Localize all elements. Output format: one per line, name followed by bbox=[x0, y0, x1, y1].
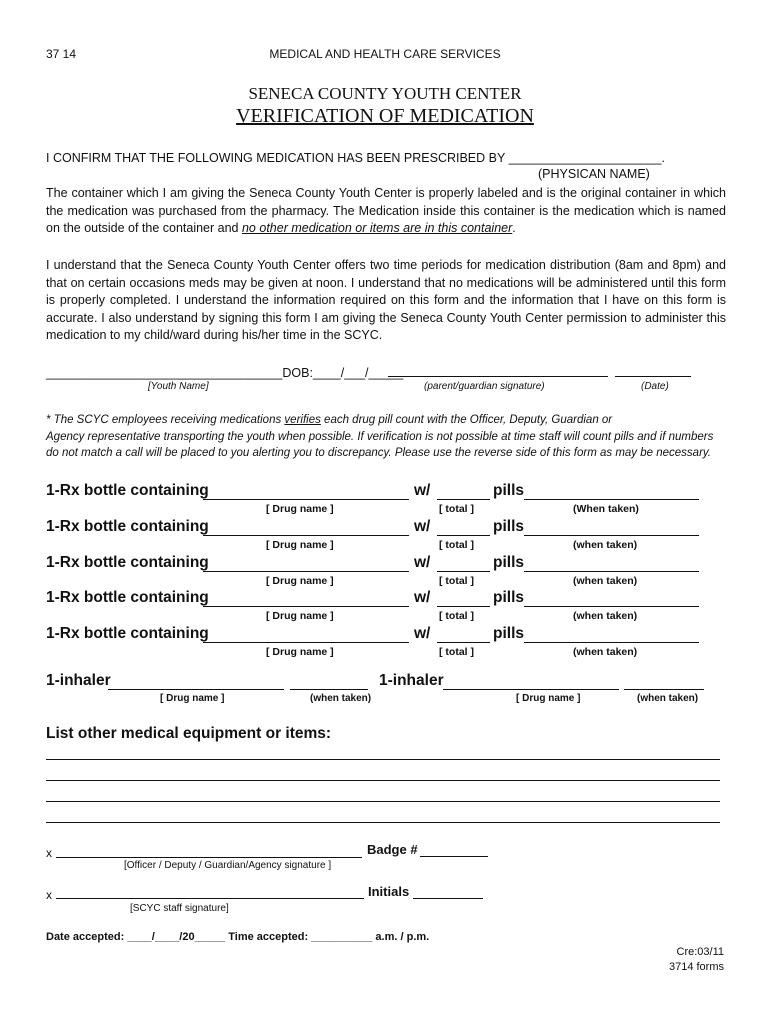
list-title: List other medical equipment or items: bbox=[46, 725, 332, 742]
rx-pills-label: pills bbox=[493, 518, 525, 535]
rx-total-label: [ total ] bbox=[439, 610, 474, 622]
inhaler-2-drug-label: [ Drug name ] bbox=[516, 693, 581, 704]
rx-drug-label: [ Drug name ] bbox=[266, 575, 334, 587]
rx-drug-line[interactable] bbox=[203, 499, 409, 500]
note-rest: each drug pill count with the Officer, Deputy, Guardian or bbox=[320, 414, 613, 426]
rx-drug-line[interactable] bbox=[203, 571, 409, 572]
date-label: (Date) bbox=[641, 381, 669, 392]
rx-drug-line[interactable] bbox=[203, 606, 409, 607]
rx-total-label: [ total ] bbox=[439, 539, 474, 551]
rx-total-label: [ total ] bbox=[439, 575, 474, 587]
inhaler-1-label: 1-inhaler bbox=[46, 672, 111, 689]
parent-signature-line[interactable] bbox=[388, 376, 608, 377]
rx-drug-label: [ Drug name ] bbox=[266, 646, 334, 658]
youth-name-dob-field[interactable]: __________________________________DOB:____/___/_____ bbox=[46, 366, 404, 380]
badge-label: Badge # bbox=[367, 842, 418, 857]
rx-row-label: 1-Rx bottle containing bbox=[46, 589, 209, 606]
parent-signature-label: (parent/guardian signature) bbox=[424, 381, 545, 392]
inhaler-2-when-line[interactable] bbox=[624, 689, 704, 690]
rx-w-label: w/ bbox=[414, 482, 431, 499]
rx-total-line[interactable] bbox=[437, 571, 490, 572]
inhaler-2-label: 1-inhaler bbox=[379, 672, 444, 689]
officer-signature-line[interactable] bbox=[56, 857, 362, 858]
form-number: 37 14 bbox=[46, 47, 77, 61]
rx-row-label: 1-Rx bottle containing bbox=[46, 625, 209, 642]
note-verifies: verifies bbox=[284, 414, 321, 426]
rx-when-label: (when taken) bbox=[573, 575, 638, 587]
rx-drug-line[interactable] bbox=[203, 642, 409, 643]
list-line-4[interactable] bbox=[46, 822, 720, 823]
rx-row-label: 1-Rx bottle containing bbox=[46, 518, 209, 535]
department-heading: MEDICAL AND HEALTH CARE SERVICES bbox=[269, 47, 501, 61]
rx-when-label: (When taken) bbox=[573, 503, 639, 515]
badge-line[interactable] bbox=[420, 856, 488, 857]
rx-drug-label: [ Drug name ] bbox=[266, 539, 334, 551]
officer-signature-label: [Officer / Deputy / Guardian/Agency signature ] bbox=[124, 860, 332, 871]
created-date: Cre:03/11 bbox=[676, 946, 724, 958]
inhaler-1-drug-label: [ Drug name ] bbox=[160, 693, 225, 704]
date-time-accepted[interactable]: Date accepted: ____/____/20_____ Time accepted: __________ a.m. / p.m. bbox=[46, 931, 430, 943]
form-code: 3714 forms bbox=[668, 961, 724, 973]
inhaler-1-when-line[interactable] bbox=[290, 689, 368, 690]
rx-w-label: w/ bbox=[414, 589, 431, 606]
inhaler-2-drug-line[interactable] bbox=[443, 689, 619, 690]
note-line-2: Agency representative transporting the youth when possible. If verification is not possible at time staff will count pills and if numbers bbox=[46, 431, 714, 443]
rx-row-label: 1-Rx bottle containing bbox=[46, 482, 209, 499]
rx-pills-label: pills bbox=[493, 589, 525, 606]
youth-name-label: [Youth Name] bbox=[148, 381, 209, 392]
rx-when-label: (when taken) bbox=[573, 610, 638, 622]
rx-w-label: w/ bbox=[414, 625, 431, 642]
paragraph-container-text: The container which I am giving the Seneca County Youth Center is properly labeled and is the original container in which the medication was purchased from the pharmacy. The Medication inside this container is the medication which is named on the outside of the container and bbox=[46, 186, 726, 235]
confirm-statement: I CONFIRM THAT THE FOLLOWING MEDICATION HAS BEEN PRESCRIBED BY ______________________. bbox=[46, 151, 665, 165]
rx-w-label: w/ bbox=[414, 554, 431, 571]
inhaler-2-when-label: (when taken) bbox=[637, 693, 699, 704]
initials-line[interactable] bbox=[413, 898, 483, 899]
rx-total-line[interactable] bbox=[437, 606, 490, 607]
rx-when-label: (when taken) bbox=[573, 646, 638, 658]
rx-when-label: (when taken) bbox=[573, 539, 638, 551]
inhaler-1-drug-line[interactable] bbox=[108, 689, 284, 690]
rx-total-label: [ total ] bbox=[439, 646, 474, 658]
rx-drug-label: [ Drug name ] bbox=[266, 610, 334, 622]
rx-w-label: w/ bbox=[414, 518, 431, 535]
list-line-3[interactable] bbox=[46, 801, 720, 802]
initials-label: Initials bbox=[368, 884, 410, 899]
rx-drug-line[interactable] bbox=[203, 535, 409, 536]
paragraph-container-end: . bbox=[512, 221, 516, 235]
staff-x: x bbox=[46, 888, 52, 902]
officer-x: x bbox=[46, 846, 52, 860]
rx-drug-label: [ Drug name ] bbox=[266, 503, 334, 515]
rx-pills-label: pills bbox=[493, 625, 525, 642]
note-line-1 bbox=[46, 412, 736, 428]
rx-total-label: [ total ] bbox=[439, 503, 474, 515]
note-prefix: * The SCYC employees receiving medications bbox=[46, 414, 285, 426]
rx-when-line[interactable] bbox=[524, 606, 699, 607]
rx-when-line[interactable] bbox=[524, 499, 699, 500]
date-line[interactable] bbox=[615, 376, 691, 377]
staff-signature-label: [SCYC staff signature] bbox=[130, 903, 229, 914]
rx-when-line[interactable] bbox=[524, 571, 699, 572]
paragraph-consent: I understand that the Seneca County Youth Center offers two time periods for medication distribution (8am and 8pm) and that on certain occasions meds may be given at noon. I understand that no medications will be administered until this form is properly completed. I understand the information required on this form and the information that I have on this form is accurate. I also understand by signing this form I am giving the Seneca County Youth Center permission to administer this medication to my child/ward during his/her time in the SCYC. bbox=[46, 258, 726, 342]
staff-signature-line[interactable] bbox=[56, 898, 364, 899]
physician-label: (PHYSICAN NAME) bbox=[538, 167, 650, 181]
list-line-1[interactable] bbox=[46, 759, 720, 760]
rx-total-line[interactable] bbox=[437, 535, 490, 536]
rx-pills-label: pills bbox=[493, 482, 525, 499]
rx-when-line[interactable] bbox=[524, 642, 699, 643]
rx-pills-label: pills bbox=[493, 554, 525, 571]
paragraph-container-underlined: no other medication or items are in this container bbox=[241, 221, 513, 235]
rx-when-line[interactable] bbox=[524, 535, 699, 536]
rx-total-line[interactable] bbox=[437, 499, 490, 500]
paragraph-container bbox=[46, 185, 726, 238]
list-line-2[interactable] bbox=[46, 780, 720, 781]
page-title: VERIFICATION OF MEDICATION bbox=[236, 105, 534, 127]
inhaler-1-when-label: (when taken) bbox=[310, 693, 372, 704]
rx-row-label: 1-Rx bottle containing bbox=[46, 554, 209, 571]
org-name: SENECA COUNTY YOUTH CENTER bbox=[248, 84, 522, 103]
rx-total-line[interactable] bbox=[437, 642, 490, 643]
note-line-3: do not match a call will be placed to you alerting you to discrepancy. Please use the reverse side of this form as may be necessary. bbox=[46, 447, 711, 459]
